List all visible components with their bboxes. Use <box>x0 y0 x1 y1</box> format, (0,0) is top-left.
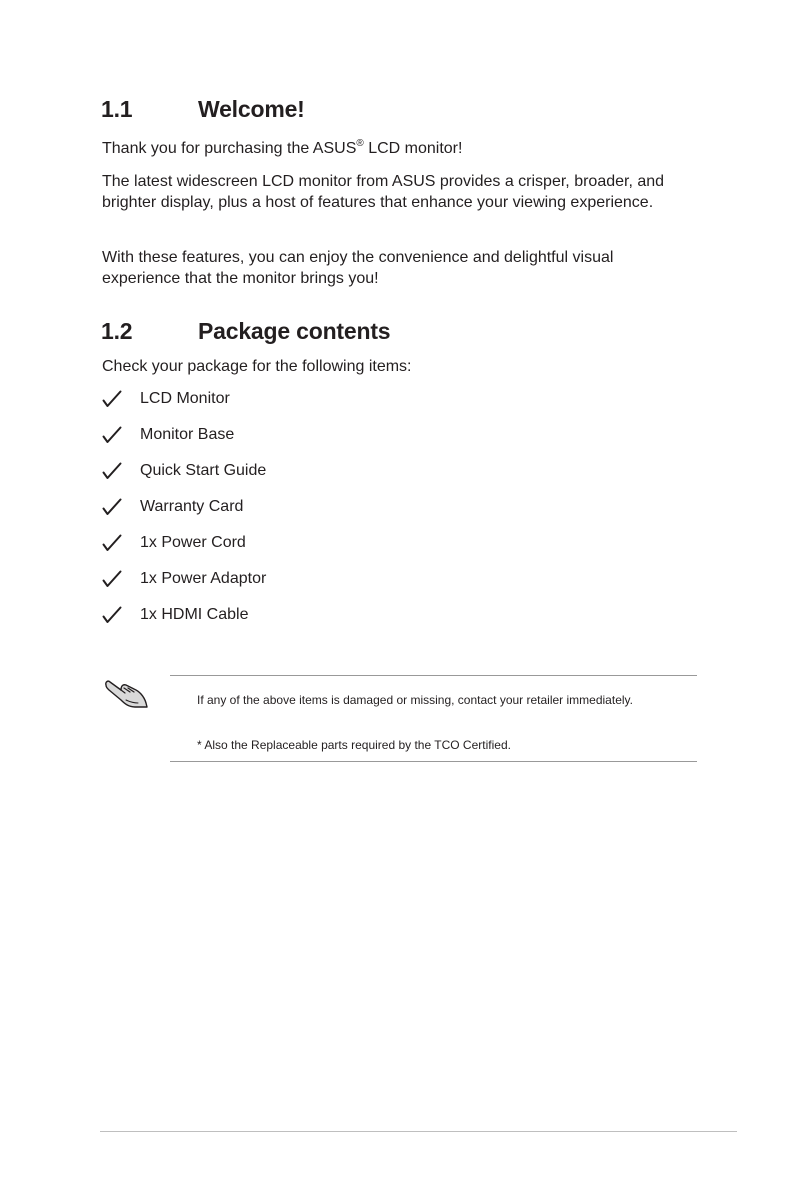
note-bottom-rule <box>170 761 697 762</box>
welcome-paragraph-features: The latest widescreen LCD monitor from ASUS provides a crisper, broader, and brighter display, plus a host of features that enhance your viewing experience. <box>102 173 665 211</box>
checklist-item-label: 1x HDMI Cable <box>140 606 249 623</box>
note-text-tco: * Also the Replaceable parts required by the TCO Certified. <box>197 738 511 752</box>
checklist-item <box>102 568 266 604</box>
note-top-rule <box>170 675 697 676</box>
checkmark-icon <box>102 604 140 626</box>
checklist-item-label: LCD Monitor <box>140 390 230 407</box>
welcome-intro <box>102 138 692 159</box>
welcome-paragraph-convenience: With these features, you can enjoy the convenience and delightful visual experience that the monitor brings you! <box>102 249 614 287</box>
checklist-item <box>102 532 266 568</box>
section-heading-welcome <box>101 96 305 123</box>
section-number: 1.2 <box>101 318 133 344</box>
section-title: Welcome! <box>198 96 305 122</box>
checklist-item-label: Quick Start Guide <box>140 462 267 479</box>
checkmark-icon <box>102 532 140 554</box>
checklist-item-label: 1x Power Adaptor <box>140 570 267 587</box>
footer-rule <box>100 1131 737 1132</box>
registered-mark: ® <box>356 138 364 149</box>
checkmark-icon <box>102 424 140 446</box>
checkmark-icon <box>102 388 140 410</box>
checkmark-icon <box>102 460 140 482</box>
section-number: 1.1 <box>101 96 133 122</box>
checklist-item <box>102 460 266 496</box>
checkmark-icon <box>102 496 140 518</box>
checklist-item-label: 1x Power Cord <box>140 534 246 551</box>
section-heading-package-contents <box>101 318 390 345</box>
checklist-item <box>102 388 266 424</box>
checklist-item <box>102 424 266 460</box>
intro-text-start: Thank you for purchasing the ASUS <box>102 140 357 157</box>
package-intro: Check your package for the following items: <box>102 358 412 375</box>
note-hand-icon <box>103 676 149 710</box>
checklist-item <box>102 496 266 532</box>
package-checklist <box>102 388 266 640</box>
section-title: Package contents <box>198 318 391 344</box>
intro-text-end: LCD monitor! <box>363 140 463 157</box>
note-text-damaged: If any of the above items is damaged or missing, contact your retailer immediately. <box>197 693 633 707</box>
checkmark-icon <box>102 568 140 590</box>
checklist-item-label: Warranty Card <box>140 498 244 515</box>
checklist-item-label: Monitor Base <box>140 426 235 443</box>
checklist-item <box>102 604 266 640</box>
